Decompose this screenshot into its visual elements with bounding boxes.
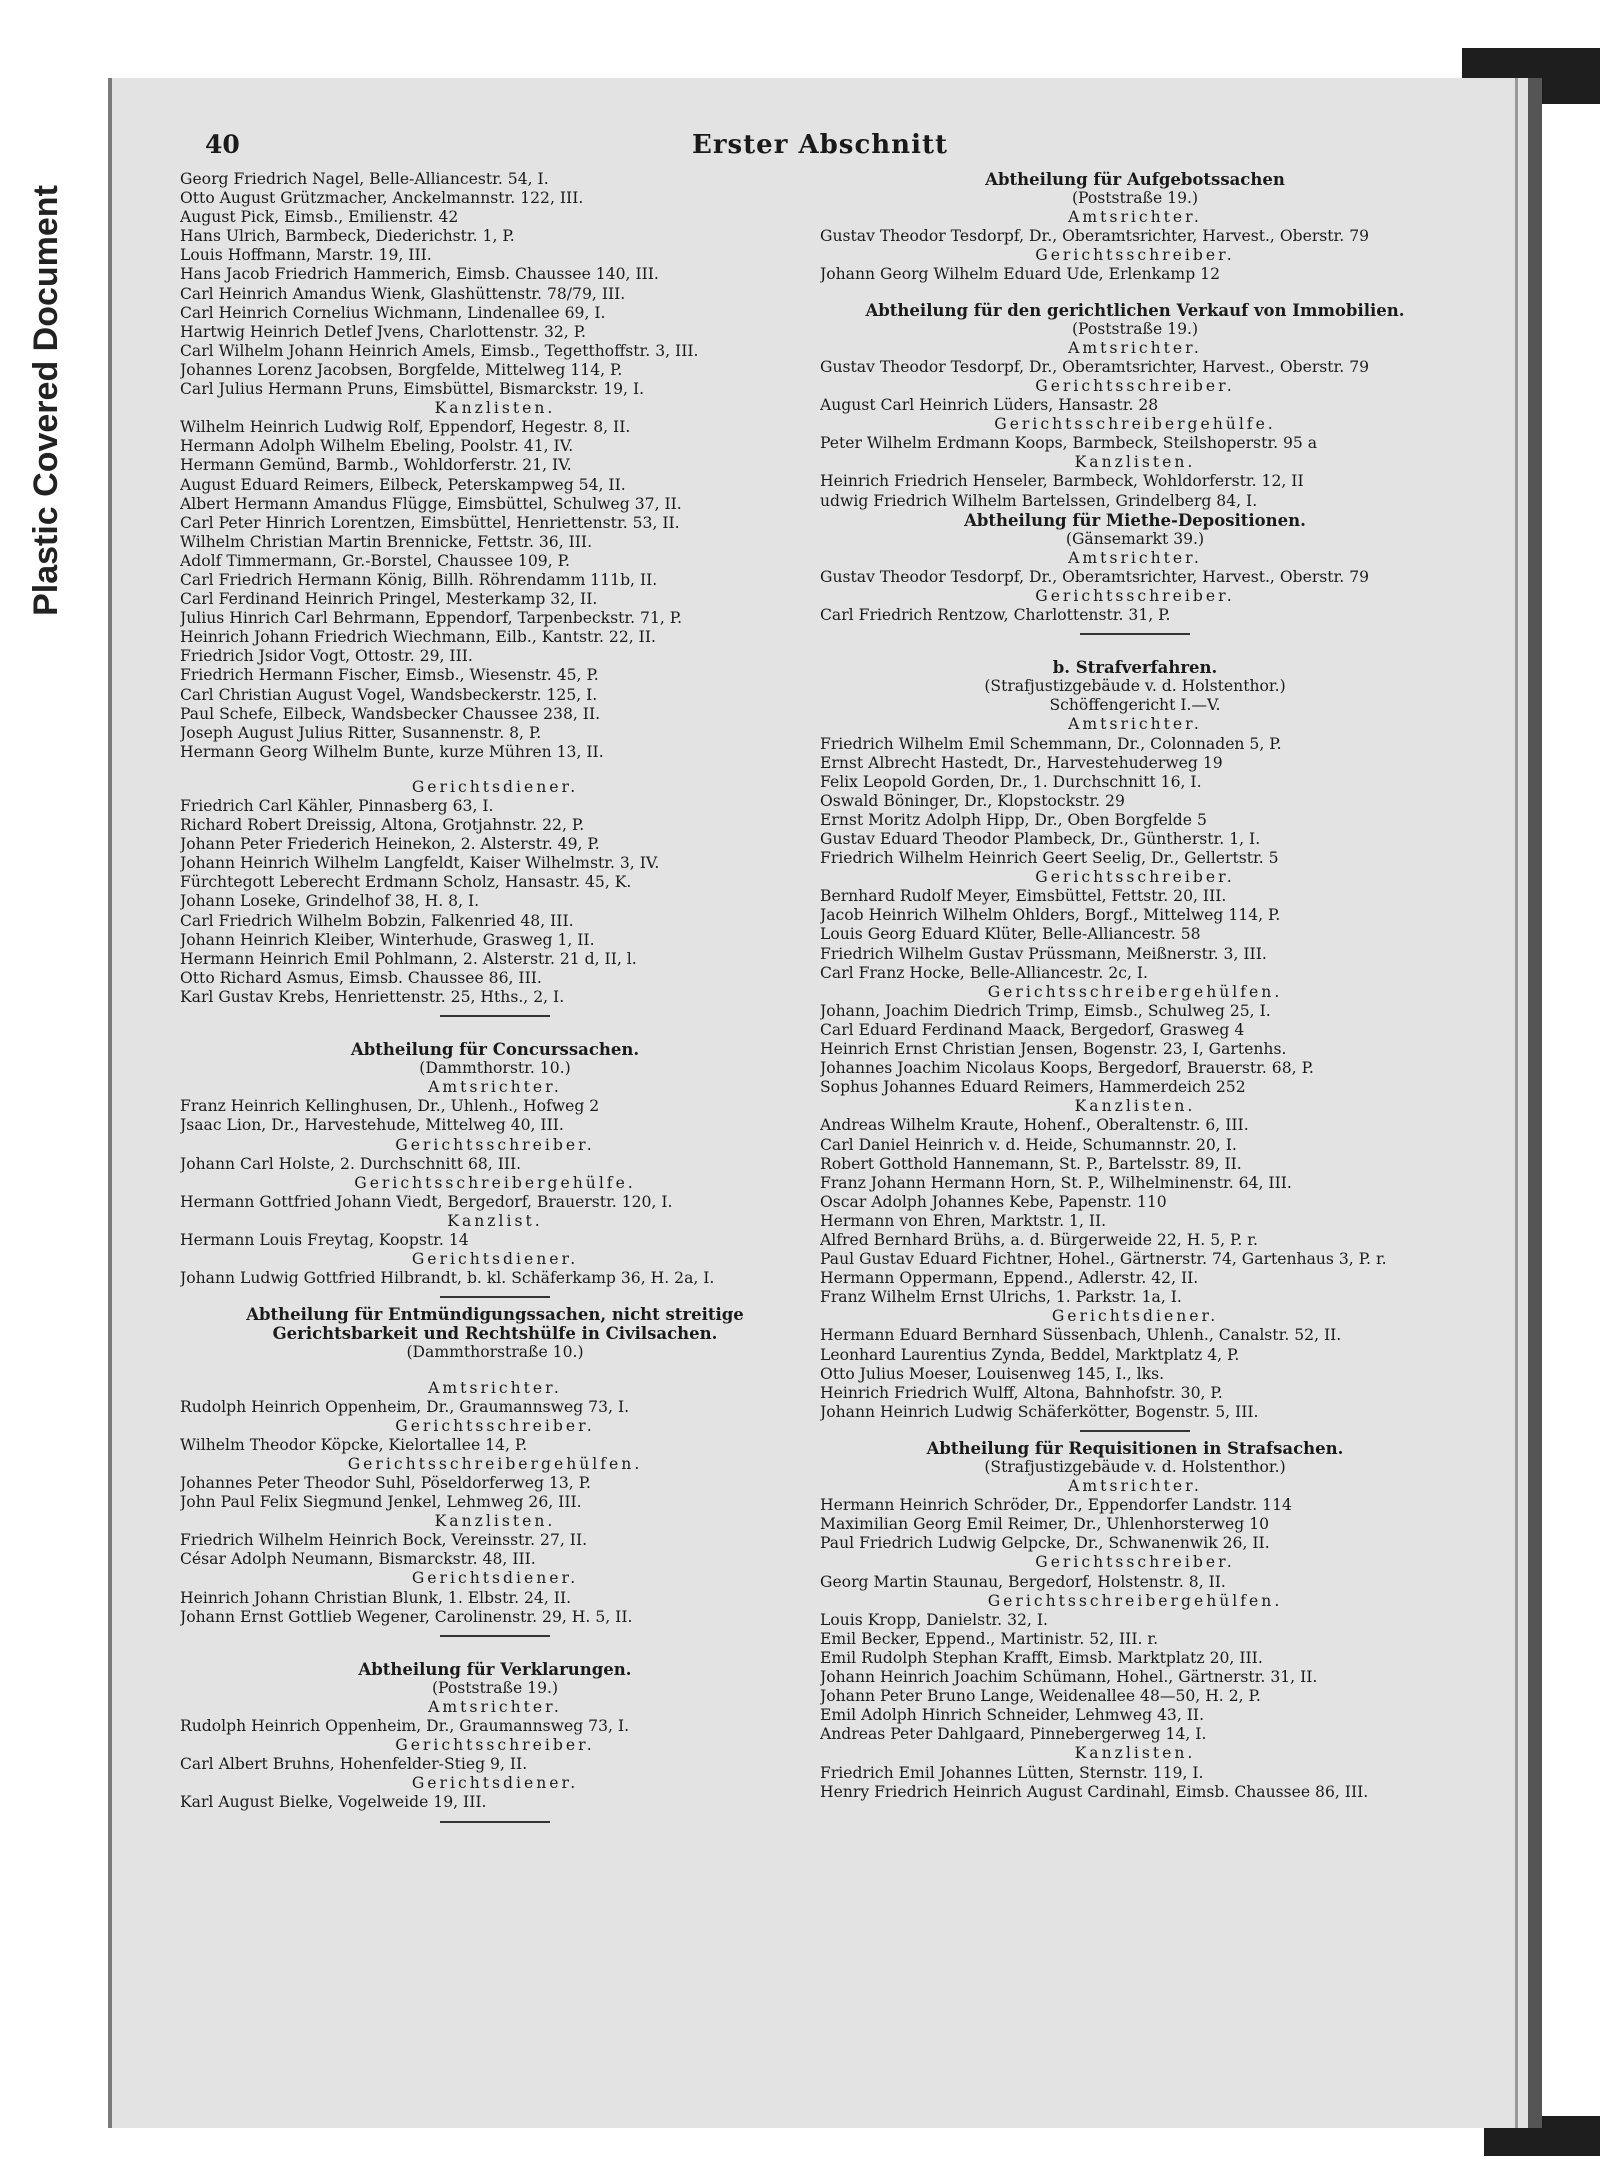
role-heading: Gerichtsdiener. (411, 777, 579, 796)
directory-entry: Sophus Johannes Eduard Reimers, Hammerdeich 252 (820, 1078, 1246, 1097)
section-divider (440, 1296, 550, 1298)
directory-entry: Gustav Eduard Theodor Plambeck, Dr., Güntherstr. 1, I. (820, 830, 1261, 848)
role-heading: Gerichtsdiener. (1051, 1307, 1219, 1326)
role-heading: Gerichtsschreibergehülfe. (354, 1173, 636, 1192)
directory-entry: Rudolph Heinrich Oppenheim, Dr., Graumannsweg 73, I. (180, 1717, 630, 1736)
directory-entry: Hans Ulrich, Barmbeck, Diederichstr. 1, P. (180, 227, 515, 246)
directory-entry: Jsaac Lion, Dr., Harvestehude, Mittelweg 40, III. (180, 1116, 564, 1135)
role-heading: Gerichtsdiener. (411, 1774, 579, 1793)
directory-entry: Alfred Bernhard Brühs, a. d. Bürgerweide 22, H. 5, P. r. (820, 1230, 1258, 1249)
directory-entry: Julius Hinrich Carl Behrmann, Eppendorf, Tarpenbeckstr. 71, P. (180, 609, 683, 628)
role-heading: Gerichtsdiener. (411, 1569, 579, 1588)
directory-entry: Hermann Eduard Bernhard Süssenbach, Uhlenh., Canalstr. 52, II. (820, 1326, 1342, 1345)
directory-entry: César Adolph Neumann, Bismarckstr. 48, III. (180, 1550, 536, 1569)
side-label-text: Plastic Covered Document (26, 184, 65, 616)
section-address: (Gänsemarkt 39.) (1065, 529, 1205, 548)
directory-entry: Friedrich Wilhelm Heinrich Bock, Vereinsstr. 27, II. (180, 1531, 588, 1550)
role-heading: Kanzlisten. (434, 1512, 556, 1531)
directory-entry: Johann Carl Holste, 2. Durchschnitt 68, III. (180, 1154, 522, 1173)
role-heading: Amtsrichter. (1068, 208, 1202, 227)
directory-entry: Carl Friedrich Rentzow, Charlottenstr. 31, P. (820, 606, 1171, 625)
directory-entry: Carl Christian August Vogel, Wandsbeckerstr. 125, I. (180, 685, 598, 704)
spacer (820, 285, 1450, 301)
directory-entry: Hartwig Heinrich Detlef Jvens, Charlottenstr. 32, P. (180, 322, 586, 341)
section-address: (Poststraße 19.) (1071, 189, 1199, 208)
role-heading: Gerichtsschreiber. (395, 1416, 595, 1435)
section-divider (1080, 1430, 1190, 1432)
directory-entry: Karl Gustav Krebs, Henriettenstr. 25, Hths., 2, I. (180, 987, 565, 1006)
directory-entry: Friedrich Wilhelm Heinrich Geert Seelig, Dr., Gellertstr. 5 (820, 849, 1279, 868)
directory-entry: Franz Johann Hermann Horn, St. P., Wilhelminenstr. 64, III. (820, 1173, 1292, 1192)
directory-entry: Carl Franz Hocke, Belle-Alliancestr. 2c, I. (820, 963, 1149, 982)
spacer (820, 642, 1450, 658)
section-heading: Abtheilung für Entmündigungssachen, nicht streitige (246, 1305, 744, 1325)
running-title: Erster Abschnitt (692, 130, 948, 160)
directory-entry: Paul Gustav Eduard Fichtner, Hohel., Gärtnerstr. 74, Gartenhaus 3, P. r. (820, 1250, 1387, 1269)
directory-entry: Friedrich Wilhelm Gustav Prüssmann, Meißnerstr. 3, III. (820, 944, 1267, 963)
role-heading: Amtsrichter. (1068, 338, 1202, 357)
role-heading: Gerichtsschreiber. (1035, 868, 1235, 887)
directory-entry: Johann Georg Wilhelm Eduard Ude, Erlenkamp 12 (820, 265, 1220, 284)
role-heading: Kanzlisten. (1074, 453, 1196, 472)
directory-entry: Carl Heinrich Cornelius Wichmann, Lindenallee 69, I. (180, 303, 606, 322)
section-heading: Abtheilung für Requisitionen in Strafsachen. (926, 1438, 1344, 1458)
directory-entry: Heinrich Friedrich Henseler, Barmbeck, Wohldorferstr. 12, II (820, 472, 1304, 491)
directory-entry: Wilhelm Christian Martin Brennicke, Fettstr. 36, III. (180, 532, 593, 551)
directory-entry: Carl Peter Hinrich Lorentzen, Eimsbüttel, Henriettenstr. 53, II. (180, 513, 680, 532)
spacer (180, 1363, 810, 1379)
section-address: (Dammthorstraße 10.) (406, 1343, 584, 1362)
directory-entry: Adolf Timmermann, Gr.-Borstel, Chaussee 109, P. (180, 551, 570, 570)
section-heading: Abtheilung für Concurssachen. (350, 1040, 640, 1060)
directory-entry: Peter Wilhelm Erdmann Koops, Barmbeck, Steilshoperstr. 95 a (820, 434, 1318, 453)
role-heading: Amtsrichter. (428, 1078, 562, 1097)
directory-entry: Johann Heinrich Ludwig Schäferkötter, Bogenstr. 5, III. (820, 1402, 1259, 1421)
section-address: (Poststraße 19.) (1071, 319, 1199, 338)
directory-entry: Andreas Wilhelm Kraute, Hohenf., Oberaltenstr. 6, III. (820, 1116, 1249, 1135)
directory-entry: Carl Friedrich Hermann König, Billh. Röhrendamm 111b, II. (180, 570, 658, 589)
page-fold-line (1515, 78, 1518, 2128)
directory-entry: Georg Martin Staunau, Bergedorf, Holstenstr. 8, II. (820, 1572, 1226, 1591)
directory-entry: Leonhard Laurentius Zynda, Beddel, Marktplatz 4, P. (820, 1345, 1240, 1364)
directory-entry: Otto August Grützmacher, Anckelmannstr. 122, III. (180, 189, 584, 208)
directory-entry: Johann Loseke, Grindelhof 38, H. 8, I. (180, 892, 480, 911)
role-heading: Amtsrichter. (1068, 715, 1202, 734)
directory-entry: Hermann Gottfried Johann Viedt, Bergedorf, Brauerstr. 120, I. (180, 1192, 673, 1211)
directory-entry: Carl Heinrich Amandus Wienk, Glashüttenstr. 78/79, III. (180, 284, 626, 303)
role-heading: Amtsrichter. (428, 1378, 562, 1397)
directory-entry: Friedrich Wilhelm Emil Schemmann, Dr., Colonnaden 5, P. (820, 734, 1282, 753)
directory-entry: Felix Leopold Gorden, Dr., 1. Durchschnitt 16, I. (820, 772, 1202, 791)
directory-entry: Louis Hoffmann, Marstr. 19, III. (180, 246, 432, 265)
directory-entry: Hermann Heinrich Schröder, Dr., Eppendorfer Landstr. 114 (820, 1496, 1292, 1515)
directory-entry: Gustav Theodor Tesdorpf, Dr., Oberamtsrichter, Harvest., Oberstr. 79 (820, 357, 1370, 376)
section-heading: b. Strafverfahren. (1052, 658, 1218, 678)
directory-entry: Carl Julius Hermann Pruns, Eimsbüttel, Bismarckstr. 19, I. (180, 380, 645, 399)
section-heading: Gerichtsbarkeit und Rechtshülfe in Civilsachen. (272, 1324, 718, 1344)
role-heading: Gerichtsschreiber. (1035, 376, 1235, 395)
section-divider (1080, 633, 1190, 635)
role-heading: Amtsrichter. (1068, 1477, 1202, 1496)
spacer (180, 1024, 810, 1040)
directory-entry: Georg Friedrich Nagel, Belle-Alliancestr. 54, I. (180, 170, 549, 188)
directory-entry: Johann Ludwig Gottfried Hilbrandt, b. kl. Schäferkamp 36, H. 2a, I. (180, 1269, 715, 1288)
directory-entry: Heinrich Ernst Christian Jensen, Bogenstr. 23, I, Gartenhs. (820, 1040, 1287, 1059)
directory-entry: Gustav Theodor Tesdorpf, Dr., Oberamtsrichter, Harvest., Oberstr. 79 (820, 567, 1370, 586)
section-heading: Abtheilung für Aufgebotssachen (985, 170, 1285, 189)
role-heading: Amtsrichter. (1068, 548, 1202, 567)
section-divider (440, 1635, 550, 1637)
directory-entry: Oscar Adolph Johannes Kebe, Papenstr. 110 (820, 1192, 1167, 1211)
directory-entry: Heinrich Friedrich Wulff, Altona, Bahnhofstr. 30, P. (820, 1383, 1223, 1402)
page-header (205, 130, 1435, 166)
role-heading: Gerichtsdiener. (411, 1250, 579, 1269)
directory-entry: Heinrich Johann Friedrich Wiechmann, Eilb., Kantstr. 22, II. (180, 628, 656, 647)
spacer (180, 1644, 810, 1660)
directory-entry: Bernhard Rudolf Meyer, Eimsbüttel, Fettstr. 20, III. (820, 887, 1227, 906)
directory-entry: Jacob Heinrich Wilhelm Ohlders, Borgf., Mittelweg 114, P. (820, 906, 1281, 925)
role-heading: Gerichtsschreibergehülfe. (994, 415, 1276, 434)
directory-entry: Carl Wilhelm Johann Heinrich Amels, Eimsb., Tegetthoffstr. 3, III. (180, 341, 699, 360)
directory-entry: Johann Peter Friederich Heinekon, 2. Alsterstr. 49, P. (180, 835, 600, 854)
directory-entry: Johann Heinrich Wilhelm Langfeldt, Kaiser Wilhelmstr. 3, IV. (180, 854, 660, 873)
directory-entry: Louis Kropp, Danielstr. 32, I. (820, 1610, 1048, 1629)
section-address: (Strafjustizgebäude v. d. Holstenthor.) (984, 1458, 1286, 1476)
role-heading: Kanzlisten. (1074, 1097, 1196, 1116)
directory-entry: Richard Robert Dreissig, Altona, Grotjahnstr. 22, P. (180, 816, 585, 835)
directory-entry: Paul Friedrich Ludwig Gelpcke, Dr., Schwanenwik 26, II. (820, 1534, 1270, 1553)
directory-entry: Johannes Lorenz Jacobsen, Borgfelde, Mittelweg 114, P. (180, 360, 623, 379)
role-heading: Gerichtsschreiber. (395, 1736, 595, 1755)
role-heading: Gerichtsschreibergehülfen. (987, 982, 1283, 1001)
page-number: 40 (205, 130, 240, 159)
directory-entry: Franz Wilhelm Ernst Ulrichs, 1. Parkstr. 1a, I. (820, 1288, 1182, 1307)
role-heading: Gerichtsschreibergehülfen. (987, 1591, 1283, 1610)
section-address: (Poststraße 19.) (431, 1678, 559, 1697)
directory-entry: Wilhelm Heinrich Ludwig Rolf, Eppendorf, Hegestr. 8, II. (180, 418, 631, 437)
directory-entry: Otto Richard Asmus, Eimsb. Chaussee 86, III. (180, 968, 542, 987)
directory-entry: Andreas Peter Dahlgaard, Pinnebergerweg 14, I. (820, 1725, 1207, 1744)
directory-entry: Johann, Joachim Diedrich Trimp, Eimsb., Schulweg 25, I. (820, 1001, 1271, 1020)
directory-entry: Friedrich Jsidor Vogt, Ottostr. 29, III. (180, 647, 473, 666)
directory-entry: Hermann Gemünd, Barmb., Wohldorferstr. 21, IV. (180, 456, 572, 475)
directory-entry: Paul Schefe, Eilbeck, Wandsbecker Chaussee 238, II. (180, 704, 601, 723)
directory-entry: John Paul Felix Siegmund Jenkel, Lehmweg 26, III. (180, 1493, 582, 1512)
directory-entry: Maximilian Georg Emil Reimer, Dr., Uhlenhorsterweg 10 (820, 1515, 1270, 1534)
directory-entry: Oswald Böninger, Dr., Klopstockstr. 29 (820, 791, 1125, 810)
role-heading: Kanzlisten. (434, 399, 556, 418)
section-address: (Dammthorstr. 10.) (419, 1059, 571, 1078)
directory-entry: Heinrich Johann Christian Blunk, 1. Elbstr. 24, II. (180, 1588, 572, 1607)
role-heading: Gerichtsschreiber. (1035, 586, 1235, 605)
role-heading: Kanzlist. (447, 1211, 543, 1230)
directory-entry: Johannes Joachim Nicolaus Koops, Bergedorf, Brauerstr. 68, P. (820, 1059, 1314, 1078)
section-address: (Strafjustizgebäude v. d. Holstenthor.) (984, 677, 1286, 696)
directory-entry: Ernst Albrecht Hastedt, Dr., Harvestehuderweg 19 (820, 753, 1223, 772)
directory-entry: Friedrich Emil Johannes Lütten, Sternstr. 119, I. (820, 1763, 1204, 1782)
directory-entry: Fürchtegott Leberecht Erdmann Scholz, Hansastr. 45, K. (180, 873, 632, 892)
directory-entry: Rudolph Heinrich Oppenheim, Dr., Graumannsweg 73, I. (180, 1397, 630, 1416)
directory-entry: Gustav Theodor Tesdorpf, Dr., Oberamtsrichter, Harvest., Oberstr. 79 (820, 227, 1370, 246)
directory-entry: Joseph August Julius Ritter, Susannenstr. 8, P. (180, 723, 542, 742)
role-heading: Gerichtsschreiber. (395, 1135, 595, 1154)
directory-entry: Hermann Oppermann, Eppend., Adlerstr. 42, II. (820, 1269, 1199, 1288)
role-heading: Amtsrichter. (428, 1697, 562, 1716)
directory-entry: Franz Heinrich Kellinghusen, Dr., Uhlenh., Hofweg 2 (180, 1097, 600, 1116)
directory-entry: Emil Adolph Hinrich Schneider, Lehmweg 43, II. (820, 1706, 1205, 1725)
directory-entry: Wilhelm Theodor Köpcke, Kielortallee 14, P. (180, 1435, 528, 1454)
directory-entry: Louis Georg Eduard Klüter, Belle-Alliancestr. 58 (820, 925, 1201, 944)
directory-entry: Ernst Moritz Adolph Hipp, Dr., Oben Borgfelde 5 (820, 810, 1207, 829)
directory-entry: Hermann Heinrich Emil Pohlmann, 2. Alsterstr. 21 d, II, l. (180, 949, 637, 968)
directory-entry: Henry Friedrich Heinrich August Cardinahl, Eimsb. Chaussee 86, III. (820, 1782, 1369, 1801)
directory-entry: Otto Julius Moeser, Louisenweg 145, I., lks. (820, 1364, 1165, 1383)
directory-entry: Robert Gotthold Hannemann, St. P., Bartelsstr. 89, II. (820, 1154, 1242, 1173)
role-heading: Gerichtsschreibergehülfen. (347, 1454, 643, 1473)
directory-entry: Emil Becker, Eppend., Martinistr. 52, III. r. (820, 1629, 1159, 1648)
directory-entry: Johannes Peter Theodor Suhl, Pöseldorferweg 13, P. (180, 1474, 591, 1492)
left-column (180, 170, 810, 1830)
directory-entry: Hermann Adolph Wilhelm Ebeling, Poolstr. 41, IV. (180, 437, 574, 456)
directory-entry: Hermann Georg Wilhelm Bunte, kurze Mühren 13, II. (180, 742, 604, 761)
section-divider (440, 1821, 550, 1823)
directory-entry: udwig Friedrich Wilhelm Bartelssen, Grindelberg 84, I. (820, 491, 1258, 510)
spacer (180, 762, 810, 778)
directory-entry: Johann Peter Bruno Lange, Weidenallee 48—50, H. 2, P. (820, 1687, 1261, 1706)
directory-entry: Johann Ernst Gottlieb Wegener, Carolinenstr. 29, H. 5, II. (180, 1607, 633, 1626)
role-heading: Gerichtsschreiber. (1035, 1553, 1235, 1572)
section-divider (440, 1015, 550, 1017)
directory-entry: Albert Hermann Amandus Flügge, Eimsbüttel, Schulweg 37, II. (180, 494, 682, 513)
section-heading: Abtheilung für Miethe-Depositionen. (964, 510, 1306, 530)
directory-entry: August Carl Heinrich Lüders, Hansastr. 28 (820, 396, 1159, 415)
directory-entry: August Eduard Reimers, Eilbeck, Peterskampweg 54, II. (180, 475, 626, 494)
right-column (820, 170, 1450, 1802)
directory-entry: Carl Ferdinand Heinrich Pringel, Mesterkamp 32, II. (180, 590, 598, 609)
directory-entry: August Pick, Eimsb., Emilienstr. 42 (180, 208, 459, 227)
section-heading: Abtheilung für Verklarungen. (358, 1659, 632, 1679)
directory-entry: Carl Daniel Heinrich v. d. Heide, Schumannstr. 20, I. (820, 1135, 1237, 1154)
court-label: Schöffengericht I.—V. (1049, 696, 1221, 715)
directory-entry: Carl Albert Bruhns, Hohenfelder-Stieg 9, II. (180, 1755, 528, 1774)
directory-entry: Johann Heinrich Kleiber, Winterhude, Grasweg 1, II. (180, 930, 595, 949)
directory-entry: Hermann von Ehren, Marktstr. 1, II. (820, 1211, 1107, 1230)
role-heading: Gerichtsschreiber. (1035, 246, 1235, 265)
directory-entry: Emil Rudolph Stephan Krafft, Eimsb. Marktplatz 20, III. (820, 1648, 1263, 1667)
directory-entry: Carl Friedrich Wilhelm Bobzin, Falkenried 48, III. (180, 911, 574, 930)
directory-entry: Hans Jacob Friedrich Hammerich, Eimsb. Chaussee 140, III. (180, 265, 659, 284)
page-edge-shadow (1528, 78, 1542, 2128)
directory-entry: Friedrich Carl Kähler, Pinnasberg 63, I. (180, 797, 494, 815)
directory-entry: Carl Eduard Ferdinand Maack, Bergedorf, Grasweg 4 (820, 1020, 1245, 1039)
directory-entry: Karl August Bielke, Vogelweide 19, III. (180, 1793, 487, 1812)
directory-entry: Hermann Louis Freytag, Koopstr. 14 (180, 1230, 469, 1249)
directory-entry: Johann Heinrich Joachim Schümann, Hohel., Gärtnerstr. 31, II. (820, 1668, 1318, 1687)
section-heading: Abtheilung für den gerichtlichen Verkauf von Immobilien. (865, 300, 1405, 320)
side-label (0, 120, 92, 680)
role-heading: Kanzlisten. (1074, 1744, 1196, 1763)
directory-entry: Friedrich Hermann Fischer, Eimsb., Wiesenstr. 45, P. (180, 666, 599, 685)
